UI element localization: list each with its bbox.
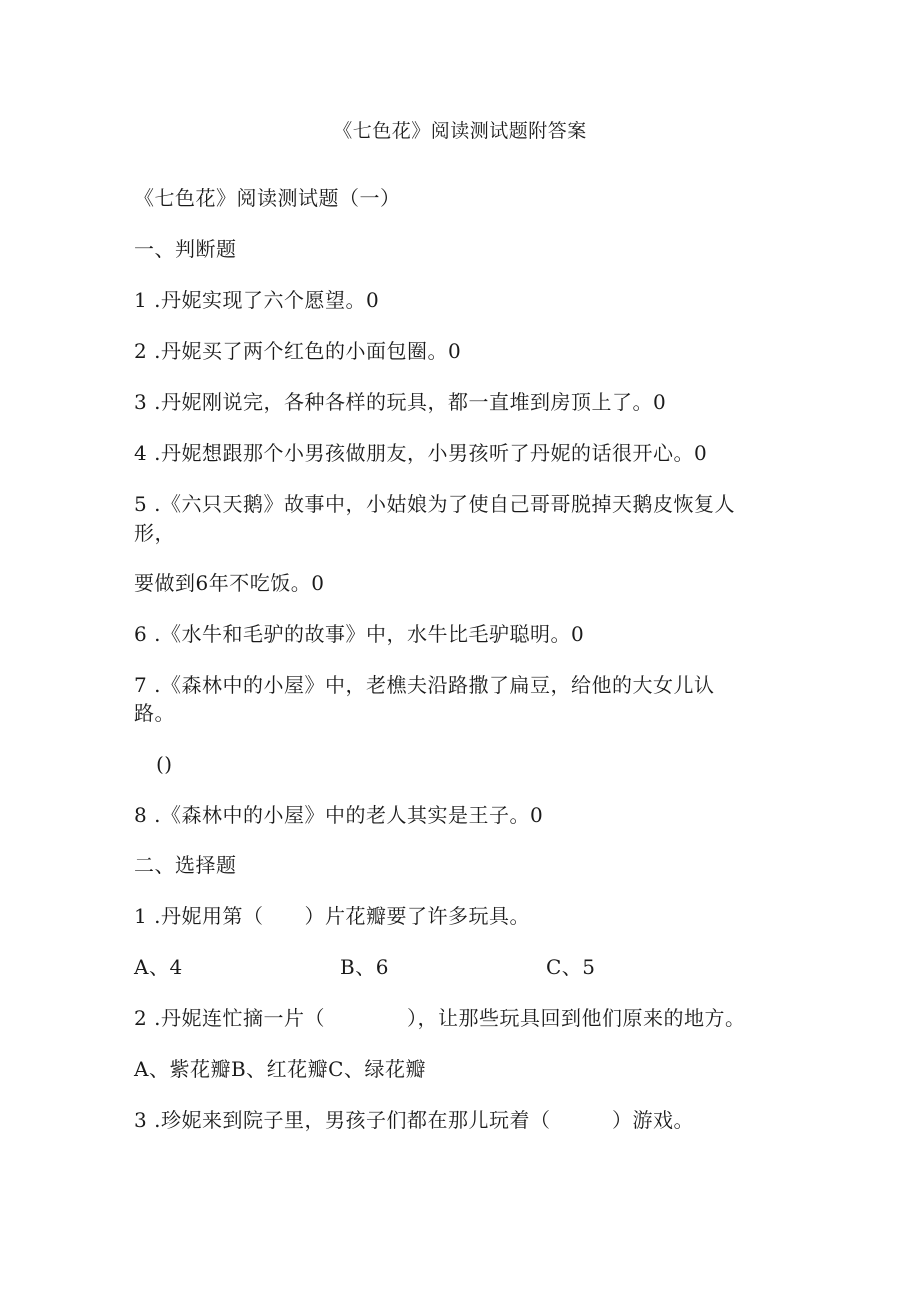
choice-question-3: 3 .珍妮来到院子里，男孩子们都在那儿玩着（ ）游戏。 <box>134 1108 694 1132</box>
judgement-item-5-line-1: 5 .《六只天鹅》故事中，小姑娘为了使自己哥哥脱掉天鹅皮恢复人 <box>134 492 735 516</box>
choice-question-2: 2 .丹妮连忙摘一片（ ），让那些玩具回到他们原来的地方。 <box>134 1006 746 1030</box>
judgement-item-2: 2 .丹妮买了两个红色的小面包圈。0 <box>134 339 462 363</box>
choice-question-1: 1 .丹妮用第（ ）片花瓣要了许多玩具。 <box>134 904 530 928</box>
judgement-item-3: 3 .丹妮刚说完，各种各样的玩具，都一直堆到房顶上了。0 <box>134 390 667 414</box>
judgement-item-5-line-3: 要做到6年不吃饭。0 <box>134 571 325 595</box>
choice-q1-option-a: A、4 <box>134 955 183 979</box>
judgement-item-8: 8 .《森林中的小屋》中的老人其实是王子。0 <box>134 803 544 827</box>
choice-q2-options: A、紫花瓣B、红花瓣C、绿花瓣 <box>134 1057 426 1081</box>
judgement-item-6: 6 .《水牛和毛驴的故事》中，水牛比毛驴聪明。0 <box>134 622 585 646</box>
judgement-item-7-line-2: 路。 <box>134 701 175 725</box>
judgement-item-4: 4 .丹妮想跟那个小男孩做朋友，小男孩听了丹妮的话很开心。0 <box>134 441 708 465</box>
test-subtitle: 《七色花》阅读测试题（一） <box>134 186 401 210</box>
choice-q1-option-c: C、5 <box>546 955 596 979</box>
judgement-item-1: 1 .丹妮实现了六个愿望。0 <box>134 288 380 312</box>
choice-q1-option-b: B、6 <box>340 955 389 979</box>
judgement-item-5-line-2: 形， <box>134 521 175 545</box>
section-heading-choice: 二、选择题 <box>134 853 237 877</box>
section-heading-judgement: 一、判断题 <box>134 237 237 261</box>
document-title: 《七色花》阅读测试题附答案 <box>333 120 587 142</box>
judgement-item-7-answer-blank: () <box>156 752 173 776</box>
judgement-item-7-line-1: 7 .《森林中的小屋》中，老樵夫沿路撒了扁豆，给他的大女儿认 <box>134 673 715 697</box>
